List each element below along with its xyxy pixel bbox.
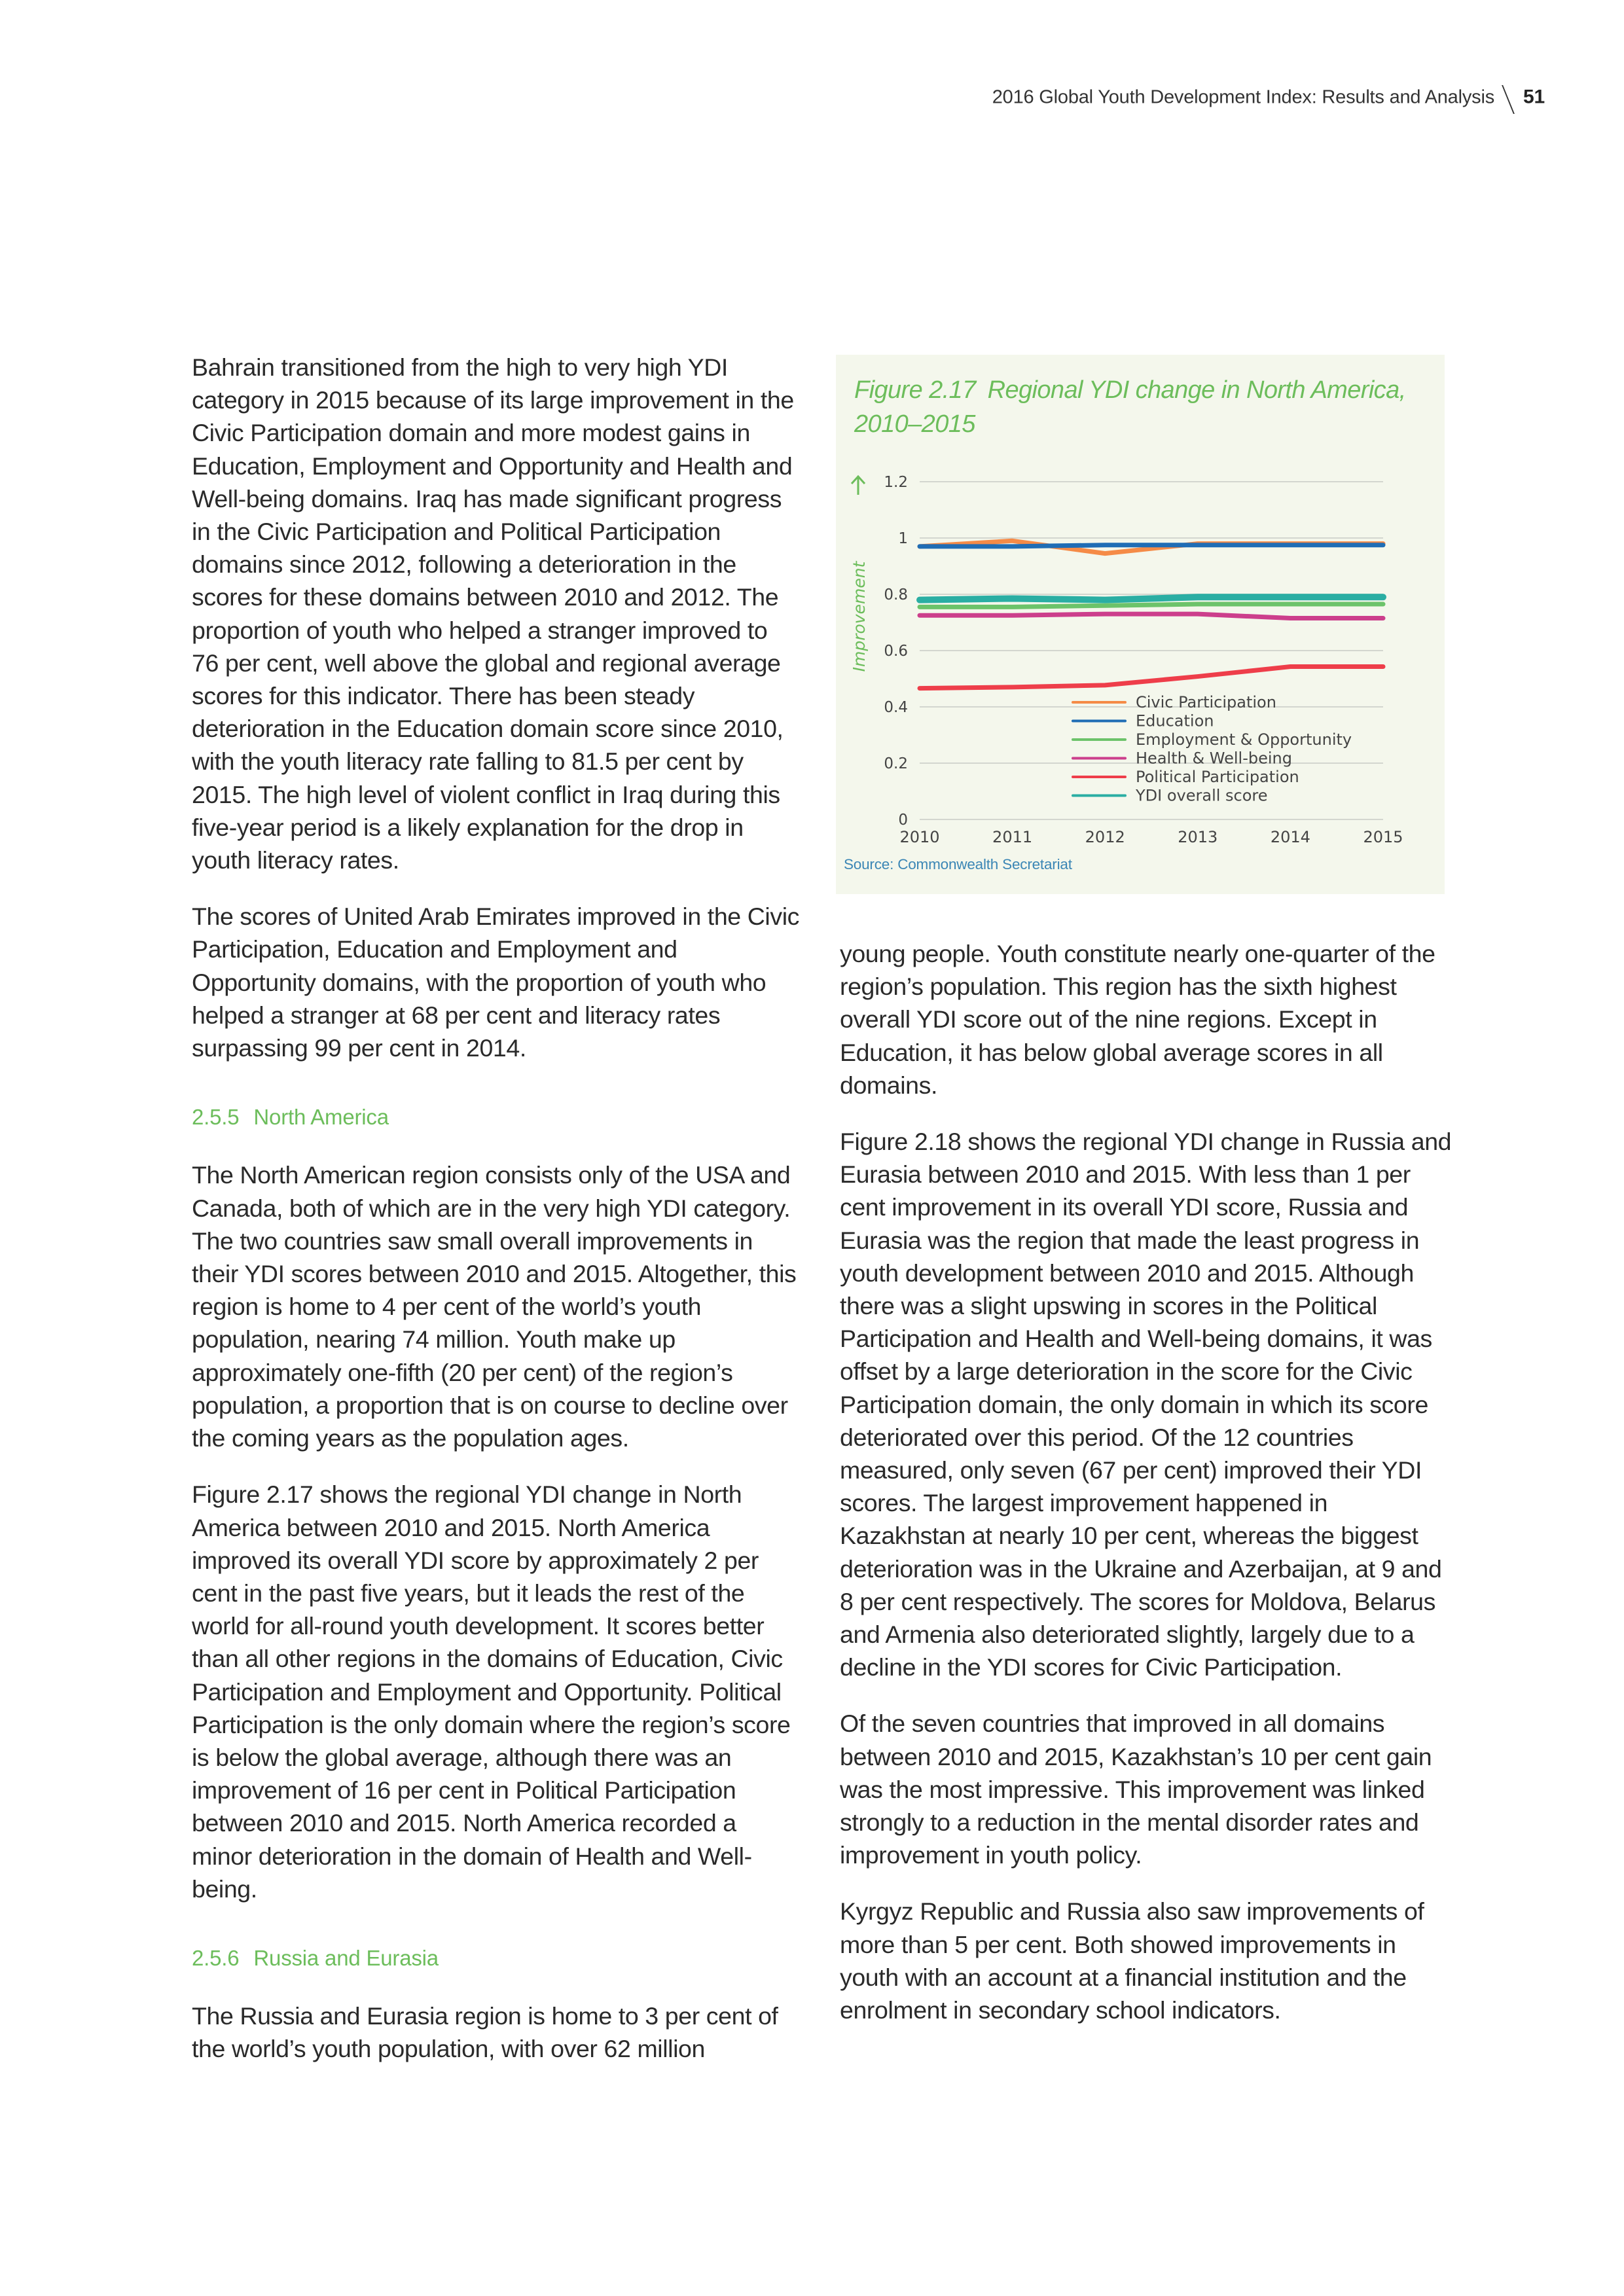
x-tick-label: 2011: [992, 828, 1033, 846]
series-line-health-well-being: [920, 614, 1383, 618]
left-column: [192, 351, 801, 2089]
x-tick-label: 2013: [1178, 828, 1218, 846]
line-chart: [836, 355, 1445, 894]
paragraph-kazakhstan: Of the seven countries that improved in all domains between 2010 and 2015, Kazakhstan’s 10 per cent gain was the most impressive. This improvement was linked strongly to a reduction in the mental disorder rates and improvement in youth policy.: [840, 1710, 1432, 1869]
figure-source: Source: Commonwealth Secretariat: [844, 856, 1072, 872]
paragraph-north-america-intro: The North American region consists only of the USA and Canada, both of which are in the very high YDI category. The two countries saw small overall improvements in their YDI scores between 2010 and 2015. Altogether, this region is home to 4 per cent of the world’s youth population, nearing 74 million. Youth make up approximately one-fifth (20 per cent) of the region’s population, a proportion that is on course to decline over the coming years as the population ages.: [192, 1161, 797, 1452]
y-tick-label: 0.4: [884, 699, 908, 716]
legend-label: Political Participation: [1136, 768, 1299, 786]
x-tick-label: 2014: [1270, 828, 1310, 846]
paragraph-kyrgyz-russia: Kyrgyz Republic and Russia also saw improvements of more than 5 per cent. Both showed improvements in youth with an account at a financial institution and the enrolment in secondary school indicators.: [840, 1897, 1424, 2024]
section-number: 2.5.6: [192, 1945, 240, 1970]
y-tick-label: 0: [898, 812, 908, 829]
section-title: North America: [253, 1105, 389, 1130]
y-tick-label: 0.8: [884, 586, 908, 603]
legend-label: Education: [1136, 711, 1214, 730]
x-tick-label: 2015: [1363, 828, 1403, 846]
x-tick-label: 2012: [1085, 828, 1125, 846]
running-title: 2016 Global Youth Development Index: Results and Analysis: [992, 86, 1495, 108]
right-column: [840, 937, 1452, 2050]
section-number: 2.5.5: [192, 1105, 240, 1130]
series-line-ydi-overall-score: [920, 597, 1383, 600]
legend-label: Civic Participation: [1136, 693, 1276, 711]
paragraph-figure-218-summary: Figure 2.18 shows the regional YDI change in Russia and Eurasia between 2010 and 2015. With less than 1 per cent improvement in its overall YDI score, Russia and Eurasia was the region that made the least progress in youth development between 2010 and 2015. Although there was a slight upswing in scores in the Political Participation and Health and Well-being domains, it was offset by a large deterioration in the score for the Civic Participation domain, the only domain in which its score deteriorated over this period. Of the 12 countries measured, only seven (67 per cent) improved their YDI scores. The largest improvement happened in Kazakhstan at nearly 10 per cent, whereas the biggest deterioration was in the Ukraine and Azerbaijan, at 9 and 8 per cent respectively. The scores for Moldova, Belarus and Armenia also deteriorated slightly, largely due to a decline in the YDI scores for Civic Participation.: [840, 1128, 1452, 1681]
section-title: Russia and Eurasia: [253, 1945, 439, 1970]
series-line-employment-opportunity: [920, 604, 1383, 607]
figure-2-17: [836, 355, 1445, 894]
paragraph-figure-217-summary: Figure 2.17 shows the regional YDI change in North America between 2010 and 2015. North America improved its overall YDI score by approximately 2 per cent in the past five years, but it leads the rest of the world for all-round youth development. It scores better than all other regions in the domains of Education, Civic Participation and Employment and Opportunity. Political Participation is the only domain where the region’s score is below the global average, although there was an improvement of 16 per cent in Political Participation between 2010 and 2015. North America recorded a minor deterioration in the domain of Health and Well-being.: [192, 1480, 791, 1903]
page-number: 51: [1523, 86, 1545, 108]
legend-label: YDI overall score: [1136, 786, 1268, 805]
header-separator: [1502, 85, 1515, 114]
paragraph-bahrain-iraq: Bahrain transitioned from the high to very high YDI category in 2015 because of its large improvement in the Civic Participation domain and more modest gains in Education, Employment and Opportunity and Health and Well-being domains. Iraq has made significant progress in the Civic Participation and Political Participation domains since 2012, following a deterioration in the scores for these domains between 2010 and 2012. The proportion of youth who helped a stranger improved to 76 per cent, well above the global and regional average scores for this indicator. There has been steady deterioration in the Education domain score since 2010, with the youth literacy rate falling to 81.5 per cent by 2015. The high level of violent conflict in Iraq during this five-year period is a likely explanation for the drop in youth literacy rates.: [192, 353, 794, 874]
figure-caption: Regional YDI change in North America, 2010–2015: [854, 376, 1406, 438]
y-axis-label: Improvement: [850, 561, 869, 672]
paragraph-russia-eurasia-intro: The Russia and Eurasia region is home to 3 per cent of the world’s youth population, with over 62 million: [192, 2002, 778, 2063]
series-line-education: [920, 545, 1383, 547]
paragraph-uae: The scores of United Arab Emirates improved in the Civic Participation, Education and Employment and Opportunity domains, with the proportion of youth who helped a stranger at 68 per cent and literacy rates surpassing 99 per cent in 2014.: [192, 903, 799, 1062]
figure-number: Figure 2.17: [854, 376, 976, 404]
y-tick-label: 0.6: [884, 643, 908, 660]
section-heading-north-america: [192, 1101, 801, 1134]
y-tick-label: 1: [898, 530, 908, 547]
series-line-political-participation: [920, 667, 1383, 689]
section-heading-russia-eurasia: [192, 1942, 801, 1975]
up-arrow-icon: [852, 476, 865, 495]
running-header: [0, 84, 1545, 113]
y-tick-label: 0.2: [884, 755, 908, 772]
y-tick-label: 1.2: [884, 474, 908, 491]
x-tick-label: 2010: [899, 828, 940, 846]
legend-label: Health & Well-being: [1136, 749, 1292, 768]
paragraph-russia-eurasia-cont: young people. Youth constitute nearly one-quarter of the region’s population. This region has the sixth highest overall YDI score out of the nine regions. Except in Education, it has below global average scores in all domains.: [840, 940, 1435, 1099]
legend-label: Employment & Opportunity: [1136, 730, 1352, 749]
